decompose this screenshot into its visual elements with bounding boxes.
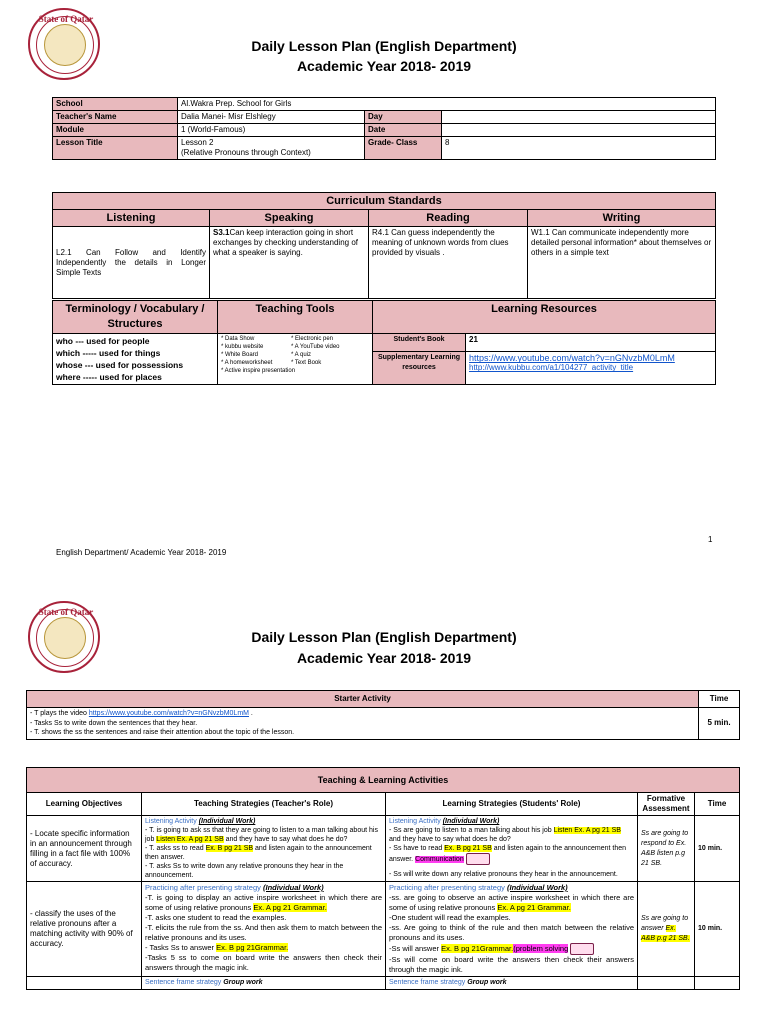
state-of-qatar-seal-icon: State of Qatar (28, 8, 100, 80)
row1-teaching: Listening Activity (Individual Work) - T. is going to ask ss that they are going to listen to a man talking about his job Listen Ex. A pg 21 SB and they have to say what does he do? - T. asks ss to read Ex. B pg 21 SB and listen again to the announcement then answer. - T. asks Ss to write down any relative pronouns they hear in the announcement. (142, 816, 386, 882)
school-label: School (53, 98, 178, 111)
table-row (27, 816, 740, 882)
students-book-value: 21 (466, 334, 716, 352)
starter-heading: Starter Activity (27, 691, 699, 708)
footer-text: English Department/ Academic Year 2018- 2019 (56, 548, 227, 557)
page-title-line1-p2: Daily Lesson Plan (English Department) (251, 629, 517, 645)
problem-solving-icon (570, 943, 594, 955)
listening-standard: L2.1 Can Follow and Identify Independently the details in Longer Simple Texts (53, 227, 210, 299)
terminology-heading: Terminology / Vocabulary / Structures (53, 301, 218, 334)
page-title-line2: Academic Year 2018- 2019 (296, 58, 472, 74)
grade-value: 8 (442, 137, 716, 160)
date-value (442, 124, 716, 137)
curriculum-standards-table (52, 192, 716, 299)
starter-steps: - T plays the video https://www.youtube.com/watch?v=nGNvzbM0LmM . - Tasks Ss to write down the sentences that they hear. - T. shows the ss the sentences and raise their attention about the topic of the lesson. (27, 708, 699, 740)
row2-learning: Practicing after presenting strategy (Individual Work) -ss. are going to observe an active inspire worksheet in which there are some of using relative pronouns Ex. A pg 21 Grammar. -One student will read the examples. -ss. Are going to think of the rule and then match between the relative pronouns and its uses. -Ss will answer Ex. B pg 21Grammar.(problem solving -Ss will come on board write the answers then check their answers through the magic ink. (386, 882, 638, 977)
kubbu-link[interactable]: http://www.kubbu.com/a1/104277_activity_title (469, 363, 634, 373)
writing-standard: W1.1 Can communicate independently more detailed personal information* about themselves or others in a simple text (528, 227, 716, 299)
starter-activity-table (26, 690, 740, 740)
communication-icon (466, 853, 490, 865)
lesson-title-value: Lesson 2 (Relative Pronouns through Context) (178, 137, 365, 160)
table-row (27, 882, 740, 977)
row1-objective: - Locate specific information in an announcement through filling in a fact file with 100% of accuracy. (27, 816, 142, 882)
speaking-heading: Speaking (210, 210, 369, 227)
row1-formative: Ss are going to respond to Ex. A&B listen p.g 21 SB. (638, 816, 695, 882)
teaching-learning-table (26, 767, 740, 990)
row2-formative: Ss are going to answer Ex. A&B p.g 21 SB. (638, 882, 695, 977)
page-number: 1 (708, 535, 713, 544)
col-teaching: Teaching Strategies (Teacher's Role) (142, 793, 386, 816)
col-formative: Formative Assessment (638, 793, 695, 816)
starter-time: 5 min. (699, 708, 740, 740)
teaching-tools-list: * Data Show * kubbu website * White Board * A homeworksheet * Electronic pen * A YouTube video * A quiz * Text Book * Active inspire presentation (218, 334, 373, 385)
speaking-standard: S3.1Can keep interaction going in short exchanges by checking understanding of what a speaker is saying. (210, 227, 369, 299)
row3-formative (638, 977, 695, 990)
day-value (442, 111, 716, 124)
writing-heading: Writing (528, 210, 716, 227)
row3-time (695, 977, 740, 990)
starter-time-heading: Time (699, 691, 740, 708)
activities-heading: Teaching & Learning Activities (27, 768, 740, 793)
resources-table (52, 300, 716, 385)
teacher-value: Dalia Manei- Misr Elshlegy (178, 111, 365, 124)
row3-objective (27, 977, 142, 990)
date-label: Date (365, 124, 442, 137)
col-learning: Learning Strategies (Students' Role) (386, 793, 638, 816)
row1-learning: Listening Activity (Individual Work) - Ss are going to listen to a man talking about his job Listen Ex. A pg 21 SB and they have to say what does he do? - Ss have to read Ex. B pg 21 SB and listen again to the announcement then answer. Communication - Ss will write down any relative pronouns they hear in the announcement. (386, 816, 638, 882)
page-2 (0, 585, 768, 1024)
teacher-label: Teacher's Name (53, 111, 178, 124)
teaching-tools-heading: Teaching Tools (218, 301, 373, 334)
row1-time: 10 min. (695, 816, 740, 882)
lesson-title-label: Lesson Title (53, 137, 178, 160)
terminology-list: who --- used for people which ----- used for things whose --- used for possessions where ----- used for places (53, 334, 218, 385)
listening-heading: Listening (53, 210, 210, 227)
grade-label: Grade- Class (365, 137, 442, 160)
curriculum-standards-heading: Curriculum Standards (53, 193, 716, 210)
col-time: Time (695, 793, 740, 816)
supplementary-label: Supplementary Learning resources (373, 352, 466, 385)
school-value: Al.Wakra Prep. School for Girls (178, 98, 716, 111)
module-label: Module (53, 124, 178, 137)
row3-learning: Sentence frame strategy Group work (386, 977, 638, 990)
youtube-link[interactable]: https://www.youtube.com/watch?v=nGNvzbM0LmM (469, 353, 675, 364)
reading-heading: Reading (369, 210, 528, 227)
col-objectives: Learning Objectives (27, 793, 142, 816)
day-label: Day (365, 111, 442, 124)
starter-video-link[interactable]: https://www.youtube.com/watch?v=nGNvzbM0LmM (88, 710, 249, 717)
row2-teaching: Practicing after presenting strategy (Individual Work) -T. is going to display an active inspire worksheet in which there are some of using relative pronouns Ex. A pg 21 Grammar. -T. asks one student to read the examples. -T. elicits the rule from the ss. And then ask them to match between the relative pronouns and its uses. - Tasks Ss to answer Ex. B pg 21Grammar. -Tasks 5 ss to come on board write the answers then check their answers through the magic ink. (142, 882, 386, 977)
lesson-info-table (52, 97, 716, 160)
page-title-line2-p2: Academic Year 2018- 2019 (296, 650, 472, 666)
resource-links (466, 352, 716, 385)
reading-standard: R4.1 Can guess independently the meaning of unknown words from clues provided by visuals . (369, 227, 528, 299)
row2-objective: - classify the uses of the relative pronouns after a matching activity with 90% of accuracy. (27, 882, 142, 977)
page-title-line1: Daily Lesson Plan (English Department) (251, 38, 517, 54)
module-value: 1 (World-Famous) (178, 124, 365, 137)
state-of-qatar-seal-icon-2: State of Qatar (28, 601, 100, 673)
row3-teaching: Sentence frame strategy Group work (142, 977, 386, 990)
table-row (27, 977, 740, 990)
row2-time: 10 min. (695, 882, 740, 977)
learning-resources-heading: Learning Resources (373, 301, 716, 334)
students-book-label: Student's Book (373, 334, 466, 352)
